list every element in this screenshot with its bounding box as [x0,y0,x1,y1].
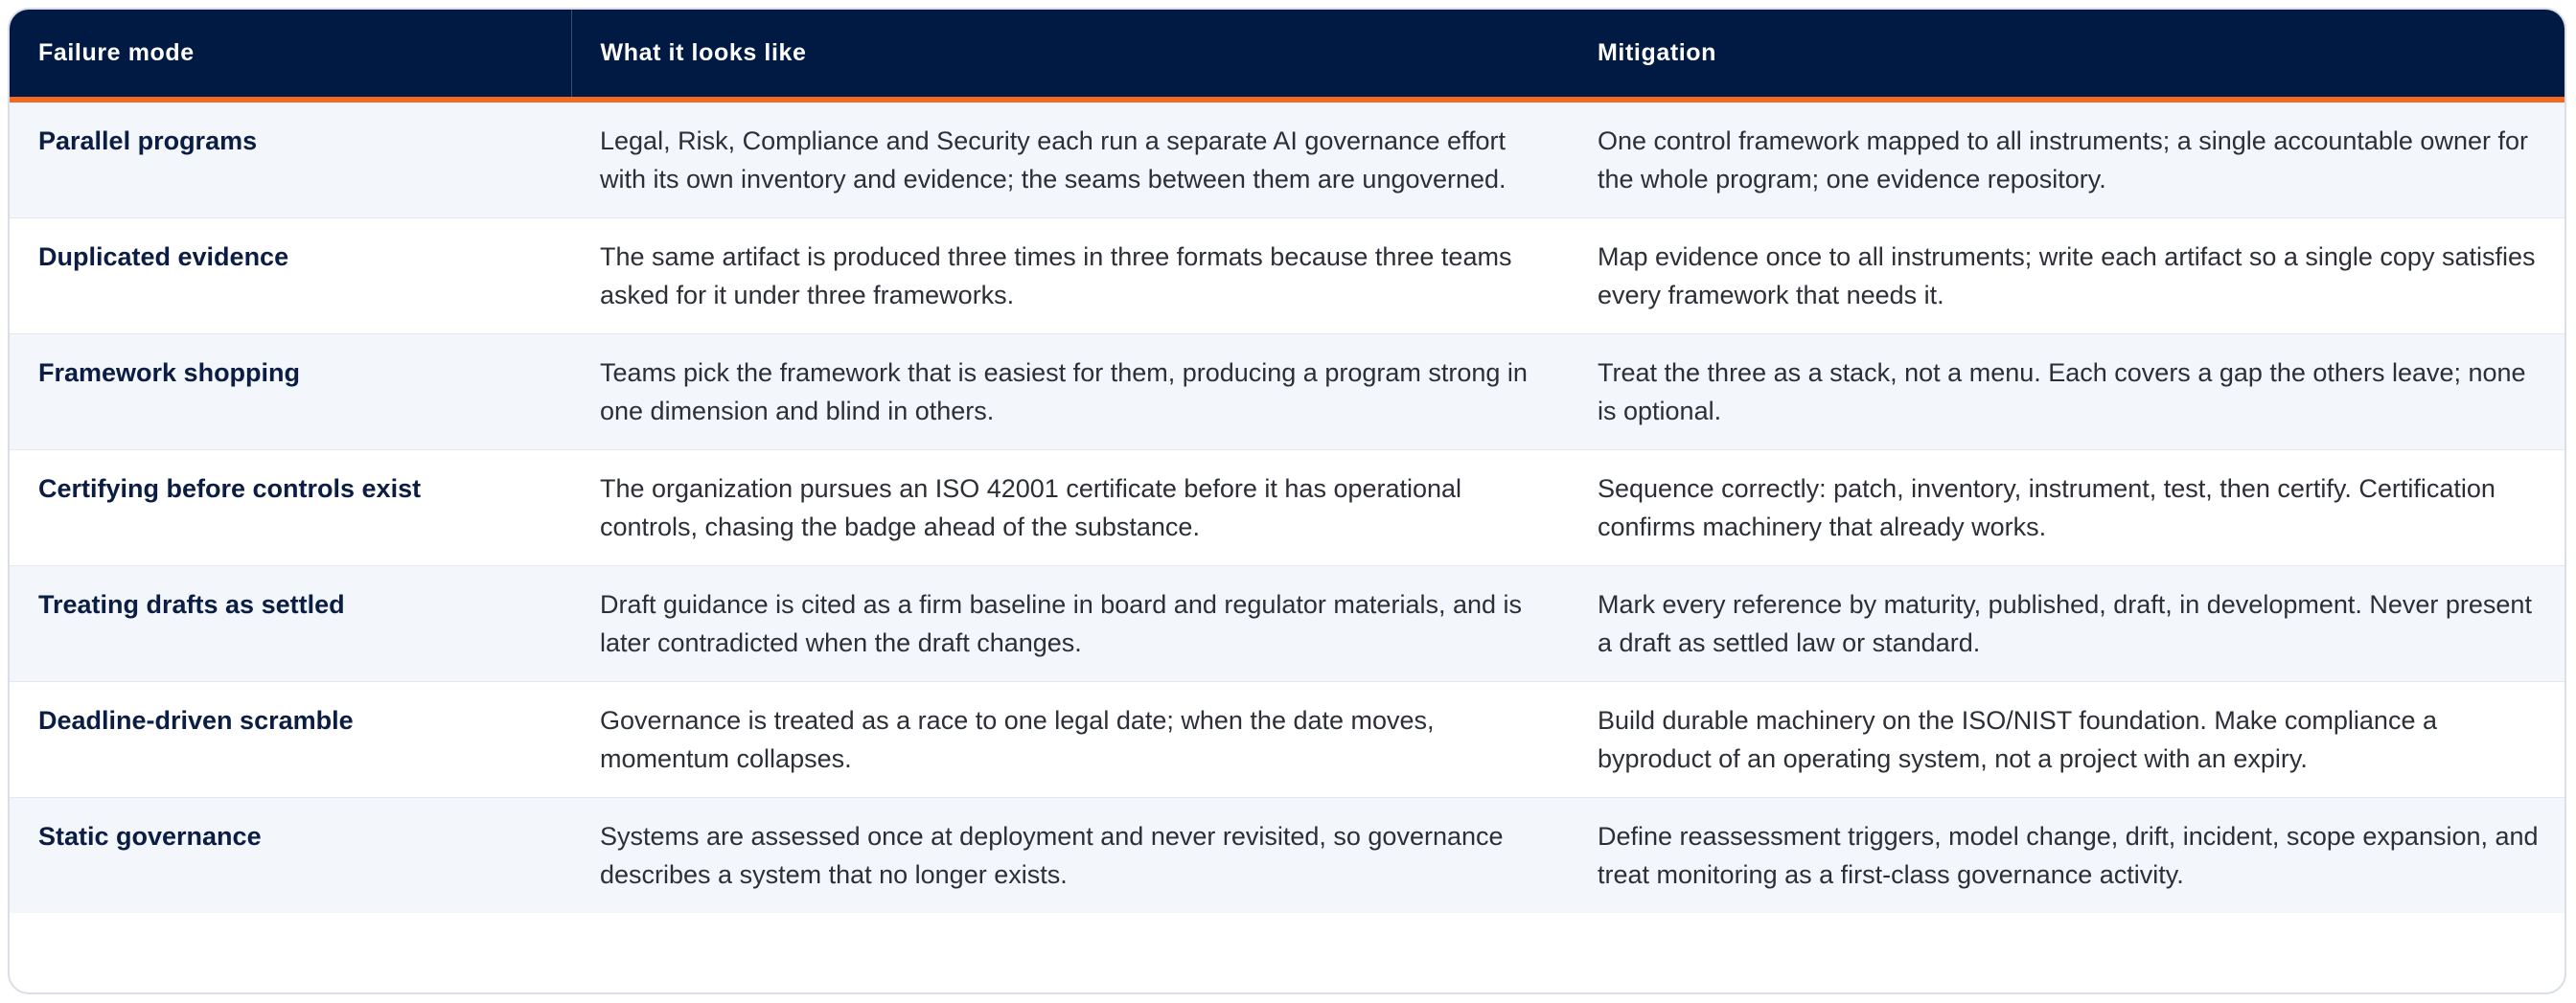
header-what-it-looks-like: What it looks like [571,10,1569,100]
mitigation-cell: Treat the three as a stack, not a menu. Each covers a gap the others leave; none is optional. [1569,334,2564,450]
looks-like-cell: Governance is treated as a race to one legal date; when the date moves, momentum collapses. [571,682,1569,798]
table-row [10,566,2564,682]
failure-mode-cell: Parallel programs [38,126,258,155]
table-row [10,218,2564,334]
looks-like-cell: Systems are assessed once at deployment and never revisited, so governance describes a system that no longer exists. [571,798,1569,914]
mitigation-cell: One control framework mapped to all instruments; a single accountable owner for the whole program; one evidence repository. [1598,126,2528,194]
failure-modes-table [10,10,2564,913]
header-row [10,10,2564,100]
failure-mode-cell: Treating drafts as settled [10,566,571,682]
table-row [10,334,2564,450]
failure-mode-cell: Deadline-driven scramble [10,682,571,798]
mitigation-cell: Build durable machinery on the ISO/NIST foundation. Make compliance a byproduct of an operating system, not a project with an expiry. [1569,682,2564,798]
table-body [10,100,2564,913]
table-row [10,100,2564,218]
header-failure-mode: Failure mode [10,10,571,100]
failure-mode-cell: Duplicated evidence [10,218,571,334]
failure-mode-cell: Framework shopping [10,334,571,450]
mitigation-cell: Define reassessment triggers, model change, drift, incident, scope expansion, and treat monitoring as a first-class governance activity. [1569,798,2564,914]
failure-mode-cell: Static governance [10,798,571,914]
mitigation-cell: Sequence correctly: patch, inventory, instrument, test, then certify. Certification confirms machinery that already works. [1569,450,2564,566]
failure-modes-table-card [8,8,2566,994]
looks-like-cell: The same artifact is produced three times in three formats because three teams asked for it under three frameworks. [571,218,1569,334]
table-row [10,450,2564,566]
table-header [10,10,2564,100]
table-row [10,682,2564,798]
mitigation-cell: Map evidence once to all instruments; write each artifact so a single copy satisfies every framework that needs it. [1569,218,2564,334]
table-row [10,798,2564,914]
looks-like-cell: The organization pursues an ISO 42001 certificate before it has operational controls, chasing the badge ahead of the substance. [571,450,1569,566]
looks-like-cell: Draft guidance is cited as a firm baseline in board and regulator materials, and is later contradicted when the draft changes. [571,566,1569,682]
looks-like-cell: Teams pick the framework that is easiest for them, producing a program strong in one dimension and blind in others. [571,334,1569,450]
mitigation-cell: Mark every reference by maturity, published, draft, in development. Never present a draft as settled law or standard. [1569,566,2564,682]
looks-like-cell: Legal, Risk, Compliance and Security each run a separate AI governance effort with its own inventory and evidence; the seams between them are ungoverned. [600,126,1506,194]
header-mitigation: Mitigation [1569,10,2564,100]
failure-mode-cell: Certifying before controls exist [10,450,571,566]
